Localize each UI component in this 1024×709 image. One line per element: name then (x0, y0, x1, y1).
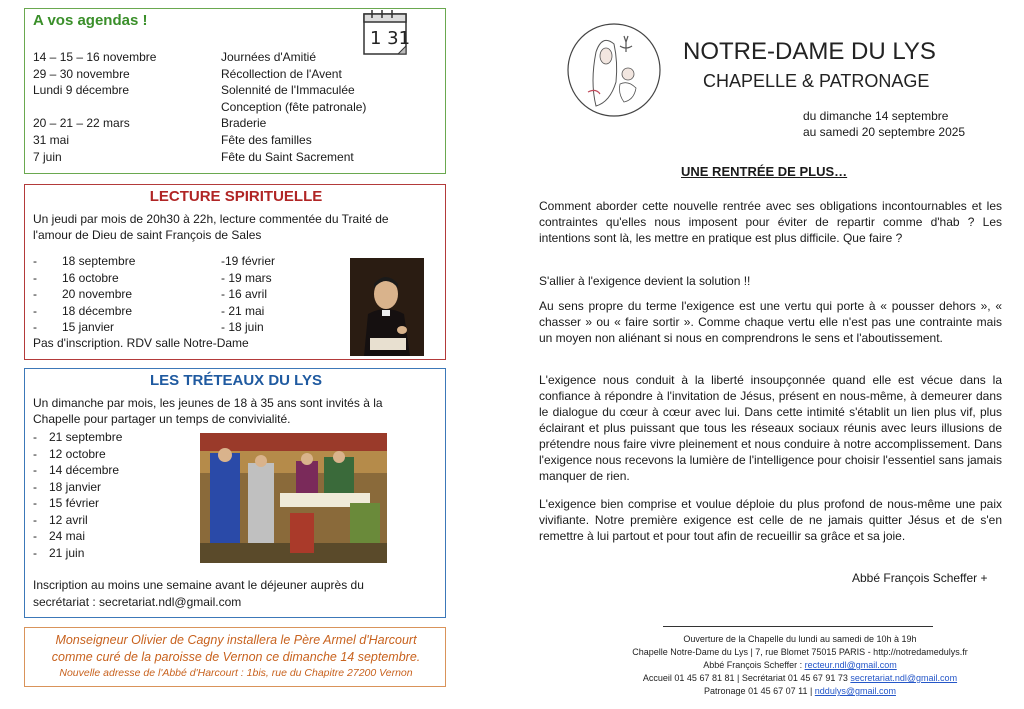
treteaux-date: 15 février (49, 496, 100, 510)
agenda-event: Braderie (221, 116, 267, 131)
list-bullet: - (33, 254, 37, 268)
agenda-date: 31 mai (33, 133, 70, 147)
treteaux-date: 14 décembre (49, 463, 120, 477)
treteaux-date: 12 avril (49, 512, 88, 527)
header-date-1: du dimanche 14 septembre (803, 109, 949, 123)
header-title: NOTRE-DAME DU LYS (683, 38, 936, 65)
treteaux-note-1: Inscription au moins une semaine avant le déjeuner auprès du (33, 578, 364, 592)
article-paragraph-2: S'allier à l'exigence devient la solution !! (539, 274, 751, 288)
list-bullet: - (33, 512, 37, 527)
announcement-box (24, 627, 446, 687)
footer-line-2: Chapelle Notre-Dame du Lys | 7, rue Blomet 75015 PARIS - http://notredamedulys.fr (632, 647, 968, 657)
announcement-line-3: Nouvelle adresse de l'Abbé d'Harcourt : 1bis, rue du Chapitre 27200 Vernon (59, 667, 413, 679)
article-paragraph-3: Au sens propre du terme l'exigence est une vertu qui porte à « pousser dehors », « chasser » ou « faire sortir ». Comme chaque vertu elle n'est pas une contrainte mais un moyen non aliénant si nous en comprendrons le sens et l'aboutissement. (539, 299, 1002, 345)
article-title: UNE RENTRÉE DE PLUS… (681, 164, 848, 179)
lecture-date: 16 octobre (62, 270, 119, 285)
footer-line-5 (580, 685, 1020, 698)
treteaux-date: 18 janvier (49, 479, 102, 494)
list-bullet: - (33, 446, 37, 461)
calendar-icon-text: 1 31 (370, 28, 411, 49)
treteaux-date: 24 mai (49, 529, 86, 543)
lecture-date: 18 décembre (62, 303, 133, 318)
lecture-date: - 19 mars (221, 270, 272, 285)
lecture-date: - 21 mai (221, 303, 265, 318)
medieval-banquet-painting (200, 433, 387, 563)
treteaux-intro-2: Chapelle pour partager un temps de convivialité. (33, 412, 291, 426)
lecture-date: - 16 avril (221, 287, 268, 301)
list-bullet: - (33, 287, 37, 301)
patronage-email-link[interactable]: nddulys@gmail.com (814, 686, 896, 696)
lecture-date: -19 février (221, 254, 276, 268)
announcement-line-1: Monseigneur Olivier de Cagny installera le Père Armel d'Harcourt (55, 633, 417, 647)
agenda-event: Récollection de l'Avent (221, 66, 342, 81)
article-paragraph-5: L'exigence bien comprise et voulue déploie du plus profond de nous-même une paix vivifiante. Notre première exigence est celle de ne jamais quitter Jésus et de s'en remettre à lui partout et pour tout afin de recueillir sa grâce et sa joie. (539, 497, 1002, 543)
lecture-title: LECTURE SPIRITUELLE (149, 188, 323, 205)
lecture-date: 20 novembre (62, 287, 133, 301)
saint-francois-portrait (350, 258, 424, 356)
agenda-event: Fête du Saint Sacrement (221, 149, 354, 164)
lecture-intro-2: l'amour de Dieu de saint François de Sales (33, 228, 262, 242)
agenda-date: 20 – 21 – 22 mars (33, 116, 130, 131)
agenda-event: Fête des familles (221, 133, 312, 147)
header-subtitle: CHAPELLE & PATRONAGE (703, 71, 930, 91)
list-bullet: - (33, 496, 37, 510)
agenda-date: 14 – 15 – 16 novembre (33, 50, 157, 64)
calendar-icon (360, 6, 412, 58)
treteaux-title: LES TRÉTEAUX DU LYS (150, 372, 322, 389)
list-bullet: - (33, 545, 37, 560)
list-bullet: - (33, 463, 37, 477)
footer-line-3 (580, 659, 1020, 672)
agenda-event: Solennité de l'Immaculée (221, 83, 355, 98)
list-bullet: - (33, 430, 37, 444)
agenda-event: Journées d'Amitié (221, 50, 317, 64)
announcement-line-2: comme curé de la paroisse de Vernon ce dimanche 14 septembre. (51, 650, 421, 664)
lecture-date: 15 janvier (62, 320, 115, 334)
treteaux-note-2: secrétariat : secretariat.ndl@gmail.com (33, 595, 242, 609)
article-paragraph-1: Comment aborder cette nouvelle rentrée avec ses obligations incontournables et les contraintes qu'elles nous imposent pour éviter de repartir comme d'hab ? Les intentions sont là, les mettre en pratique est plus difficile. Que faire ? (539, 199, 1002, 245)
header-date-2: au samedi 20 septembre 2025 (803, 125, 966, 139)
lecture-footer: Pas d'inscription. RDV salle Notre-Dame (33, 336, 249, 350)
list-bullet: - (33, 479, 37, 494)
treteaux-date: 12 octobre (49, 446, 106, 461)
footer-patronage-label: Patronage 01 45 67 07 11 | (704, 686, 815, 696)
article-paragraph-4: L'exigence nous conduit à la liberté insoupçonnée quand elle est vécue dans la confiance à répondre à l'invitation de Jésus, présent en nous-même, à demeurer dans le dialogue du cœur à cœur avec lui. Dans cette intimité s'établit un lien plus vif, plus éclairant et plus puissant que tous les réseaux sociaux réunis avec leurs illusions de prétendre nous faire vivre pleinement et nous conduire à notre accomplissement. Dans l'exigence nous recevons la lumière de l'intelligence pour choisir l'essentiel sans jamais manquer de rien. (539, 373, 1002, 483)
secretariat-email-link[interactable]: secretariat.ndl@gmail.com (850, 673, 958, 683)
list-bullet: - (33, 270, 37, 285)
footer-line-4 (580, 672, 1020, 685)
article-signature: Abbé François Scheffer + (852, 571, 988, 585)
agenda-date: 7 juin (33, 149, 62, 164)
list-bullet: - (33, 320, 37, 334)
lecture-intro-1: Un jeudi par mois de 20h30 à 22h, lecture commentée du Traité de (33, 212, 389, 226)
footer-phones-label: Accueil 01 45 67 81 81 | Secrétariat 01 45 67 91 73 (642, 673, 851, 683)
list-bullet: - (33, 303, 37, 318)
agenda-title: A vos agendas ! (33, 12, 148, 29)
footer-line-1: Ouverture de la Chapelle du lundi au samedi de 10h à 19h (683, 634, 917, 644)
agenda-date: Lundi 9 décembre (33, 83, 130, 98)
lecture-date: 18 septembre (62, 254, 136, 268)
list-bullet: - (33, 529, 37, 543)
footer-divider (663, 626, 933, 627)
treteaux-date: 21 septembre (49, 430, 123, 444)
agenda-event: Conception (fête patronale) (221, 99, 367, 114)
lecture-date: - 18 juin (221, 320, 264, 334)
rector-email-link[interactable]: recteur.ndl@gmail.com (804, 660, 897, 670)
treteaux-intro-1: Un dimanche par mois, les jeunes de 18 à 35 ans sont invités à la (33, 396, 383, 410)
footer-rector-label: Abbé François Scheffer : (703, 660, 805, 670)
treteaux-date: 21 juin (49, 545, 85, 560)
notre-dame-logo (566, 22, 662, 118)
agenda-date: 29 – 30 novembre (33, 66, 130, 81)
